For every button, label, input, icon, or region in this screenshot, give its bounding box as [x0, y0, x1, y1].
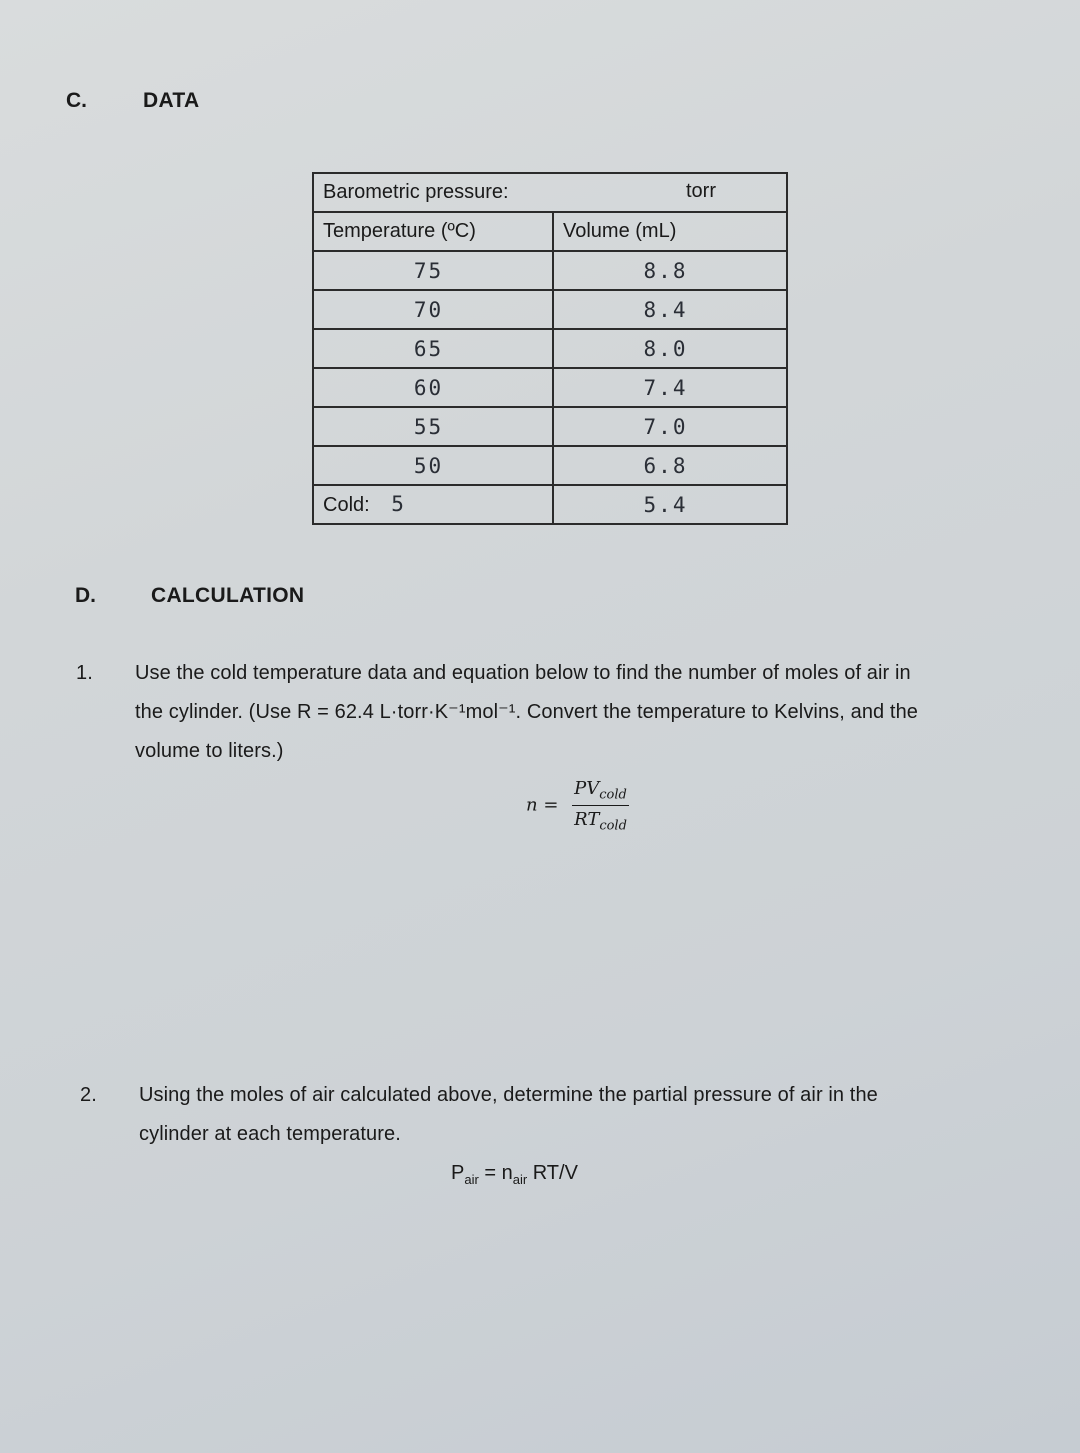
q2-line2: cylinder at each temperature.: [139, 1123, 401, 1145]
q1-line2: the cylinder. (Use R = 62.4 L·torr·K⁻¹mol⁻¹. Convert the temperature to Kelvins, and the: [135, 701, 919, 723]
cold-label: Cold:: [323, 494, 370, 516]
barometric-row: [313, 173, 787, 212]
vol-cell: 8.0: [553, 329, 787, 368]
eq1-denominator: [572, 806, 629, 834]
cold-temp-value: 5: [391, 492, 406, 516]
vol-cell: 8.4: [553, 290, 787, 329]
cold-temp-cell: [313, 485, 553, 524]
table-row: [313, 368, 787, 407]
barometric-cell: [313, 173, 787, 212]
q1-line3: volume to liters.): [135, 740, 284, 762]
q1-text: [135, 654, 1035, 771]
eq2-p: P: [451, 1162, 465, 1184]
barometric-unit: torr: [686, 180, 716, 202]
temp-cell: 55: [313, 407, 553, 446]
q1-number: 1.: [76, 662, 93, 684]
eq1-den-main: RT: [574, 808, 600, 830]
eq2-p-sub: air: [464, 1172, 479, 1187]
q1-equation: [526, 778, 629, 833]
cold-vol-cell: 5.4: [553, 485, 787, 524]
temp-cell: 65: [313, 329, 553, 368]
temp-cell: 70: [313, 290, 553, 329]
eq1-fraction: [572, 778, 629, 833]
section-c-letter: C.: [66, 89, 87, 112]
q1-line1: Use the cold temperature data and equation below to find the number of moles of air in: [135, 662, 911, 684]
section-d-title: CALCULATION: [151, 584, 305, 607]
barometric-label: Barometric pressure:: [323, 181, 509, 203]
eq1-lhs: n =: [526, 794, 559, 816]
eq2-eq: = n: [478, 1162, 513, 1184]
header-row: [313, 212, 787, 251]
section-d-letter: D.: [75, 584, 96, 607]
eq2-n-sub: air: [512, 1172, 528, 1187]
eq1-num-sub: cold: [599, 787, 627, 803]
vol-header: Volume (mL): [553, 212, 787, 251]
eq2-rest: RT/V: [527, 1162, 578, 1184]
eq1-num-main: PV: [574, 778, 600, 799]
q2-equation: [451, 1162, 578, 1187]
table-row: [313, 251, 787, 290]
eq1-numerator: [572, 778, 629, 806]
vol-cell: 6.8: [553, 446, 787, 485]
q2-line1: Using the moles of air calculated above, determine the partial pressure of air in the: [139, 1084, 878, 1106]
q2-number: 2.: [80, 1084, 97, 1106]
vol-cell: 7.4: [553, 368, 787, 407]
table-row: [313, 407, 787, 446]
eq1-den-sub: cold: [599, 818, 627, 834]
cold-row: [313, 485, 787, 524]
temp-cell: 75: [313, 251, 553, 290]
temp-cell: 60: [313, 368, 553, 407]
table-row: [313, 329, 787, 368]
table-row: [313, 446, 787, 485]
temp-header: Temperature (ºC): [313, 212, 553, 251]
section-c-title: DATA: [143, 89, 200, 112]
data-table: [312, 172, 788, 525]
vol-cell: 8.8: [553, 251, 787, 290]
q2-text: [139, 1076, 1039, 1154]
temp-cell: 50: [313, 446, 553, 485]
vol-cell: 7.0: [553, 407, 787, 446]
table-row: [313, 290, 787, 329]
